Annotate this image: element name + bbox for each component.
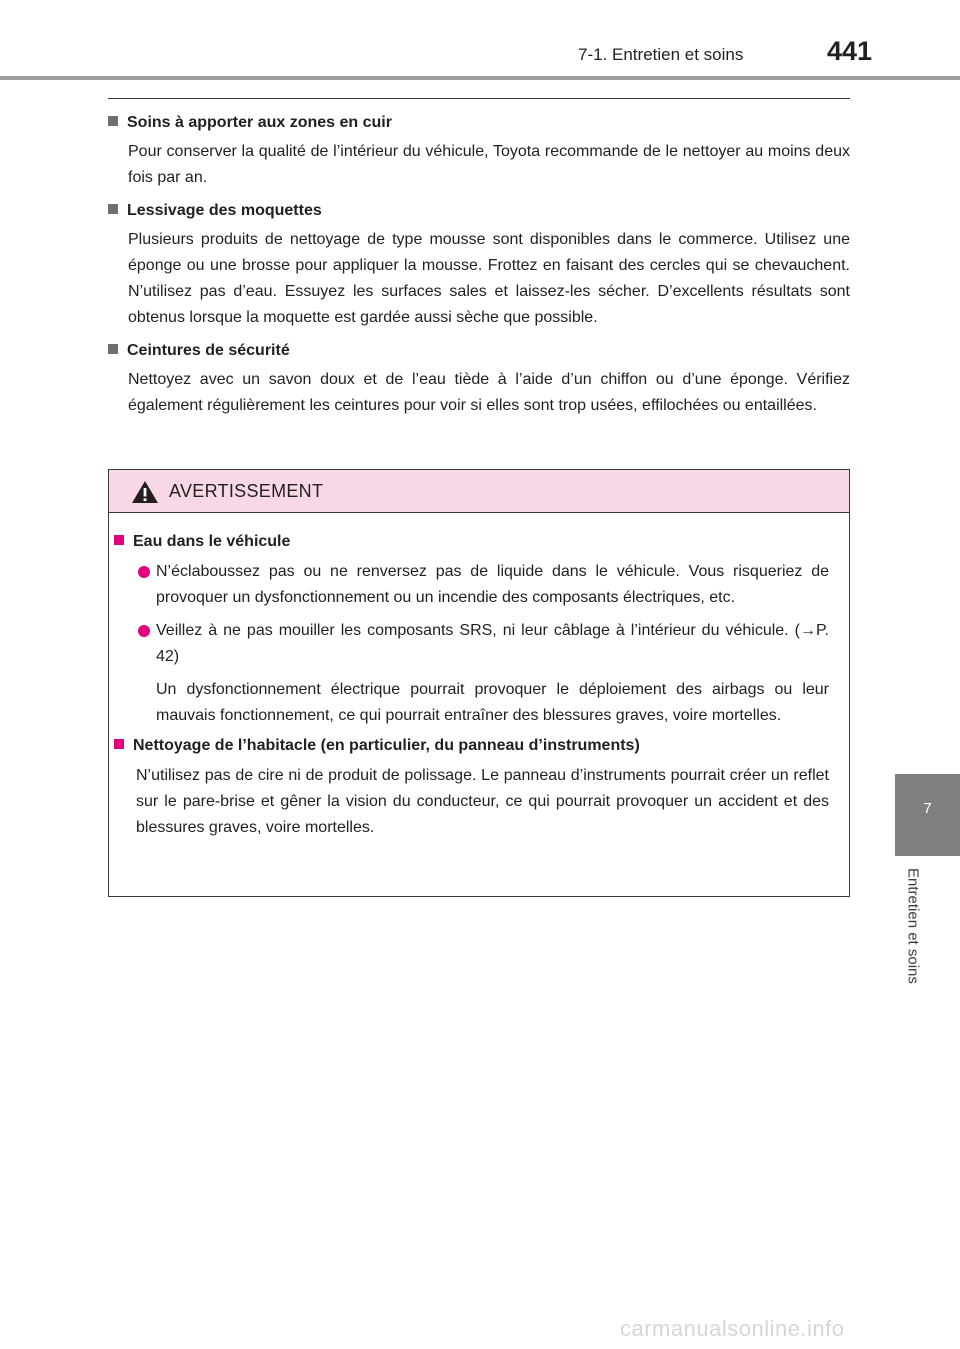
square-bullet-icon (108, 204, 118, 214)
chapter-number: 7 (923, 800, 932, 817)
warning-triangle-icon (131, 480, 159, 504)
chapter-label-vertical (893, 868, 933, 1028)
section-title-seatbelts: Ceintures de sécurité (108, 340, 850, 362)
chapter-label: Entretien et soins (904, 868, 922, 984)
warning-body (109, 513, 849, 841)
main-content (108, 112, 850, 428)
warning-title: AVERTISSEMENT (169, 481, 324, 501)
section-title-leather: Soins à apporter aux zones en cuir (108, 112, 850, 134)
section-text-leather: Pour conserver la qualité de l’intérieur du véhicule, Toyota recommande de le nettoyer au moins deux fois par an. (128, 143, 850, 186)
chapter-tab (895, 774, 960, 856)
square-bullet-icon (114, 535, 124, 545)
circle-bullet-icon (138, 625, 150, 637)
circle-bullet-icon (138, 566, 150, 578)
warning-srs-detail: Un dysfonctionnement électrique pourrait provoquer le déploiement des airbags ou leur mauvais fonctionnement, ce qui pourrait entraîner des blessures graves, voire mortelles. (156, 681, 829, 724)
page-number: 441 (827, 36, 873, 66)
content-top-rule (108, 98, 850, 99)
warning-bullet-splash: N’éclaboussez pas ou ne renversez pas de liquide dans le véhicule. Vous risqueriez de provoquer un dysfonctionnement ou un incendie des composants électriques, etc. (112, 559, 829, 611)
header-section-title: 7-1. Entretien et soins (578, 45, 744, 64)
warning-heading-cabin: Nettoyage de l’habitacle (en particulier, du panneau d’instruments) (114, 735, 829, 757)
square-bullet-icon (108, 116, 118, 126)
section-text-seatbelts: Nettoyez avec un savon doux et de l’eau tiède à l’aide d’un chiffon ou d’une éponge. Vérifiez également régulièrement les ceintures pour voir si elles sont trop usées, effilochées ou entaillées. (128, 371, 850, 414)
warning-bullet-srs: Veillez à ne pas mouiller les composants SRS, ni leur câblage à l’intérieur du véhicule. (→P. 42) (112, 618, 829, 670)
section-title-carpets: Lessivage des moquettes (108, 200, 850, 222)
section-text-carpets: Plusieurs produits de nettoyage de type mousse sont disponibles dans le commerce. Utilisez une éponge ou une brosse pour appliquer la mousse. Frottez en faisant des cercles qui se chevauchent. N’utilisez pas d’eau. Essuyez les surfaces sales et laissez-les sécher. D’excellents résultats sont obtenus lorsque la moquette est gardée aussi sèche que possible. (128, 231, 850, 326)
warning-heading-water: Eau dans le véhicule (114, 531, 829, 553)
square-bullet-icon (114, 739, 124, 749)
watermark: carmanualsonline.info (620, 1316, 845, 1341)
warning-header (109, 470, 849, 513)
warning-box (108, 469, 850, 897)
warning-text-cabin: N’utilisez pas de cire ni de produit de polissage. Le panneau d’instruments pourrait créer un reflet sur le pare-brise et gêner la vision du conducteur, ce qui pourrait provoquer un accident et des blessures graves, voire mortelles. (136, 767, 829, 836)
header-rule (0, 76, 960, 80)
square-bullet-icon (108, 344, 118, 354)
